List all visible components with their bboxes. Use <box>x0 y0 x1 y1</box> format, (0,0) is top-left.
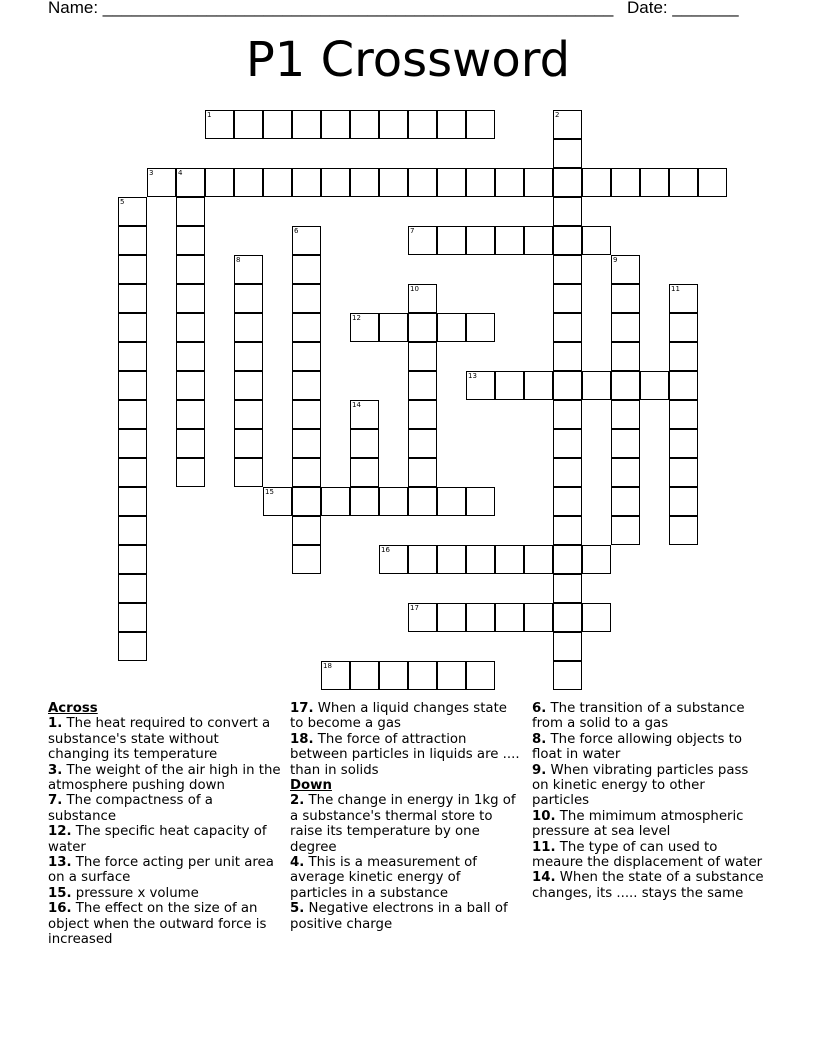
grid-cell[interactable] <box>350 313 379 342</box>
grid-cell[interactable] <box>669 429 698 458</box>
grid-cell[interactable] <box>553 400 582 429</box>
grid-cell[interactable] <box>553 371 582 400</box>
grid-cell[interactable] <box>234 400 263 429</box>
clue-number: 14 <box>352 401 361 409</box>
grid-cell[interactable] <box>350 661 379 690</box>
grid-cell[interactable] <box>234 110 263 139</box>
clue-down-5: 5. Negative electrons in a ball of positive charge <box>290 901 508 932</box>
grid-cell[interactable] <box>495 545 524 574</box>
grid-cell[interactable] <box>437 168 466 197</box>
clue-across-7: 7. The compactness of a substance <box>48 793 213 824</box>
grid-cell[interactable] <box>234 255 263 284</box>
grid-cell[interactable] <box>408 110 437 139</box>
clue-number: 10 <box>410 285 419 293</box>
grid-cell[interactable] <box>553 197 582 226</box>
grid-cell[interactable] <box>118 342 147 371</box>
page-title: P1 Crossword <box>245 32 571 88</box>
grid-cell[interactable] <box>118 226 147 255</box>
clue-number: 1 <box>207 111 212 119</box>
grid-cell[interactable] <box>292 284 321 313</box>
grid-cell[interactable] <box>350 110 379 139</box>
grid-cell[interactable] <box>379 661 408 690</box>
clue-across-12: 12. The specific heat capacity of water <box>48 824 267 855</box>
grid-cell[interactable] <box>292 342 321 371</box>
grid-cell[interactable] <box>292 110 321 139</box>
clue-number: 18 <box>323 662 332 670</box>
grid-cell[interactable] <box>524 603 553 632</box>
clue-number: 16 <box>381 546 390 554</box>
clue-number: 15 <box>265 488 274 496</box>
grid-cell[interactable] <box>408 458 437 487</box>
clue-down-2: 2. The change in energy in 1kg of a substance's thermal store to raise its temperature by one degree <box>290 793 516 855</box>
grid-cell[interactable] <box>350 458 379 487</box>
grid-cell[interactable] <box>118 371 147 400</box>
grid-cell[interactable] <box>640 168 669 197</box>
grid-cell[interactable] <box>292 545 321 574</box>
grid-cell[interactable] <box>669 458 698 487</box>
clue-across-1: 1. The heat required to convert a substance's state without changing its temperature <box>48 716 271 763</box>
grid-cell[interactable] <box>408 487 437 516</box>
grid-cell[interactable] <box>611 516 640 545</box>
grid-cell[interactable] <box>350 168 379 197</box>
grid-cell[interactable] <box>553 139 582 168</box>
grid-cell[interactable] <box>176 400 205 429</box>
grid-cell[interactable] <box>408 168 437 197</box>
grid-cell[interactable] <box>698 168 727 197</box>
clue-number: 5 <box>120 198 125 206</box>
grid-cell[interactable] <box>234 284 263 313</box>
grid-cell[interactable] <box>234 458 263 487</box>
grid-cell[interactable] <box>553 226 582 255</box>
grid-cell[interactable] <box>118 255 147 284</box>
grid-cell[interactable] <box>553 661 582 690</box>
grid-cell[interactable] <box>408 429 437 458</box>
grid-cell[interactable] <box>582 371 611 400</box>
grid-cell[interactable] <box>234 371 263 400</box>
grid-cell[interactable] <box>176 284 205 313</box>
grid-cell[interactable] <box>611 168 640 197</box>
grid-cell[interactable] <box>379 110 408 139</box>
grid-cell[interactable] <box>524 226 553 255</box>
grid-cell[interactable] <box>350 429 379 458</box>
grid-cell[interactable] <box>321 168 350 197</box>
grid-cell[interactable] <box>495 371 524 400</box>
grid-cell[interactable] <box>118 574 147 603</box>
grid-cell[interactable] <box>669 487 698 516</box>
grid-cell[interactable] <box>118 313 147 342</box>
grid-cell[interactable] <box>118 516 147 545</box>
grid-cell[interactable] <box>553 516 582 545</box>
clues-column-2 <box>290 701 520 932</box>
grid-cell[interactable] <box>437 603 466 632</box>
grid-cell[interactable] <box>176 226 205 255</box>
grid-cell[interactable] <box>408 313 437 342</box>
grid-cell[interactable] <box>553 313 582 342</box>
clue-down-4: 4. This is a measurement of average kinetic energy of particles in a substance <box>290 855 477 901</box>
clue-number: 13 <box>468 372 477 380</box>
grid-cell[interactable] <box>205 168 234 197</box>
grid-cell[interactable] <box>408 226 437 255</box>
grid-cell[interactable] <box>466 545 495 574</box>
grid-cell[interactable] <box>611 458 640 487</box>
grid-cell[interactable] <box>118 429 147 458</box>
grid-cell[interactable] <box>466 603 495 632</box>
grid-cell[interactable] <box>118 400 147 429</box>
grid-cell[interactable] <box>553 632 582 661</box>
clue-down-8: 8. The force allowing objects to float in water <box>532 731 743 763</box>
grid-cell[interactable] <box>466 110 495 139</box>
grid-cell[interactable] <box>263 168 292 197</box>
grid-cell[interactable] <box>437 226 466 255</box>
grid-cell[interactable] <box>292 226 321 255</box>
clue-number: 17 <box>410 604 419 612</box>
grid-cell[interactable] <box>611 342 640 371</box>
grid-cell[interactable] <box>495 603 524 632</box>
grid-cell[interactable] <box>553 603 582 632</box>
grid-cell[interactable] <box>321 487 350 516</box>
grid-cell[interactable] <box>408 661 437 690</box>
grid-cell[interactable] <box>118 603 147 632</box>
grid-cell[interactable] <box>553 545 582 574</box>
grid-cell[interactable] <box>466 661 495 690</box>
clue-number: 8 <box>236 256 241 264</box>
date-field[interactable]: Date: _______ <box>627 0 739 17</box>
grid-cell[interactable] <box>553 342 582 371</box>
grid-cell[interactable] <box>669 371 698 400</box>
clue-across-17: 17. When a liquid changes state to become a gas <box>290 701 507 732</box>
grid-cell[interactable] <box>640 371 669 400</box>
grid-cell[interactable] <box>292 168 321 197</box>
clue-across-18: 18. The force of attraction between particles in liquids are .... than in solids <box>290 731 520 778</box>
clue-down-10: 10. The mimimum atmospheric pressure at sea level <box>532 808 744 840</box>
grid-cell[interactable] <box>611 487 640 516</box>
grid-cell[interactable] <box>524 168 553 197</box>
grid-cell[interactable] <box>234 168 263 197</box>
grid-cell[interactable] <box>176 342 205 371</box>
clues-column-3 <box>532 701 766 901</box>
grid-cell[interactable] <box>582 603 611 632</box>
clues-column-1 <box>48 701 282 948</box>
clue-across-3: 3. The weight of the air high in the atmosphere pushing down <box>48 762 281 794</box>
grid-cell[interactable] <box>118 545 147 574</box>
grid-cell[interactable] <box>669 400 698 429</box>
grid-cell[interactable] <box>466 313 495 342</box>
grid-cell[interactable] <box>553 487 582 516</box>
grid-cell[interactable] <box>611 284 640 313</box>
grid-cell[interactable] <box>553 110 582 139</box>
grid-cell[interactable] <box>379 545 408 574</box>
grid-cell[interactable] <box>408 342 437 371</box>
grid-cell[interactable] <box>118 632 147 661</box>
grid-cell[interactable] <box>437 661 466 690</box>
grid-cell[interactable] <box>466 168 495 197</box>
grid-cell[interactable] <box>292 400 321 429</box>
grid-cell[interactable] <box>582 545 611 574</box>
grid-cell[interactable] <box>582 226 611 255</box>
grid-cell[interactable] <box>553 284 582 313</box>
grid-cell[interactable] <box>234 342 263 371</box>
clue-down-6: 6. The transition of a substance from a solid to a gas <box>532 701 745 732</box>
grid-cell[interactable] <box>292 458 321 487</box>
grid-cell[interactable] <box>582 168 611 197</box>
clue-number: 4 <box>178 169 183 177</box>
grid-cell[interactable] <box>466 226 495 255</box>
grid-cell[interactable] <box>263 110 292 139</box>
clue-number: 2 <box>555 111 560 119</box>
grid-cell[interactable] <box>553 255 582 284</box>
grid-cell[interactable] <box>524 371 553 400</box>
clue-across-15: 15. pressure x volume <box>48 885 199 901</box>
grid-cell[interactable] <box>466 371 495 400</box>
grid-cell[interactable] <box>176 197 205 226</box>
grid-cell[interactable] <box>263 487 292 516</box>
grid-cell[interactable] <box>466 487 495 516</box>
grid-cell[interactable] <box>379 168 408 197</box>
clue-down-11: 11. The type of can used to meaure the displacement of water <box>532 839 763 871</box>
grid-cell[interactable] <box>321 110 350 139</box>
clue-down-14: 14. When the state of a substance changes, its ..... stays the same <box>532 870 764 901</box>
grid-cell[interactable] <box>176 313 205 342</box>
grid-cell[interactable] <box>437 487 466 516</box>
clue-across-13: 13. The force acting per unit area on a surface <box>48 855 274 886</box>
grid-cell[interactable] <box>408 400 437 429</box>
grid-cell[interactable] <box>408 603 437 632</box>
grid-cell[interactable] <box>292 255 321 284</box>
grid-cell[interactable] <box>176 458 205 487</box>
grid-cell[interactable] <box>553 168 582 197</box>
grid-cell[interactable] <box>524 545 553 574</box>
grid-cell[interactable] <box>118 487 147 516</box>
grid-cell[interactable] <box>611 313 640 342</box>
grid-cell[interactable] <box>669 168 698 197</box>
grid-cell[interactable] <box>321 661 350 690</box>
clue-number: 9 <box>613 256 618 264</box>
grid-cell[interactable] <box>379 487 408 516</box>
grid-cell[interactable] <box>495 168 524 197</box>
down-heading: Down <box>290 778 332 794</box>
grid-cell[interactable] <box>611 371 640 400</box>
clue-number: 3 <box>149 169 154 177</box>
across-heading: Across <box>48 701 98 716</box>
grid-cell[interactable] <box>437 545 466 574</box>
clue-number: 12 <box>352 314 361 322</box>
clue-number: 7 <box>410 227 415 235</box>
clue-number: 11 <box>671 285 680 293</box>
grid-cell[interactable] <box>350 400 379 429</box>
grid-cell[interactable] <box>292 313 321 342</box>
grid-cell[interactable] <box>234 313 263 342</box>
clue-across-16: 16. The effect on the size of an object when the outward force is increased <box>48 901 267 948</box>
grid-cell[interactable] <box>176 168 205 197</box>
grid-cell[interactable] <box>553 429 582 458</box>
grid-cell[interactable] <box>495 226 524 255</box>
grid-cell[interactable] <box>669 284 698 313</box>
grid-cell[interactable] <box>118 284 147 313</box>
grid-cell[interactable] <box>205 110 234 139</box>
grid-cell[interactable] <box>611 255 640 284</box>
grid-cell[interactable] <box>176 371 205 400</box>
grid-cell[interactable] <box>408 545 437 574</box>
grid-cell[interactable] <box>437 313 466 342</box>
grid-cell[interactable] <box>437 110 466 139</box>
grid-cell[interactable] <box>669 342 698 371</box>
grid-cell[interactable] <box>669 516 698 545</box>
grid-cell[interactable] <box>292 487 321 516</box>
grid-cell[interactable] <box>611 400 640 429</box>
grid-cell[interactable] <box>292 429 321 458</box>
clue-number: 6 <box>294 227 299 235</box>
grid-cell[interactable] <box>611 429 640 458</box>
grid-cell[interactable] <box>379 313 408 342</box>
grid-cell[interactable] <box>408 284 437 313</box>
grid-cell[interactable] <box>669 313 698 342</box>
grid-cell[interactable] <box>292 516 321 545</box>
grid-cell[interactable] <box>118 197 147 226</box>
grid-cell[interactable] <box>147 168 176 197</box>
grid-cell[interactable] <box>350 487 379 516</box>
grid-cell[interactable] <box>176 255 205 284</box>
clue-down-9: 9. When vibrating particles pass on kinetic energy to other particles <box>532 762 749 809</box>
grid-cell[interactable] <box>553 574 582 603</box>
grid-cell[interactable] <box>292 371 321 400</box>
grid-cell[interactable] <box>234 429 263 458</box>
grid-cell[interactable] <box>176 429 205 458</box>
grid-cell[interactable] <box>408 371 437 400</box>
grid-cell[interactable] <box>118 458 147 487</box>
grid-cell[interactable] <box>553 458 582 487</box>
name-field[interactable]: Name: ______________________________________________________ <box>48 0 614 17</box>
